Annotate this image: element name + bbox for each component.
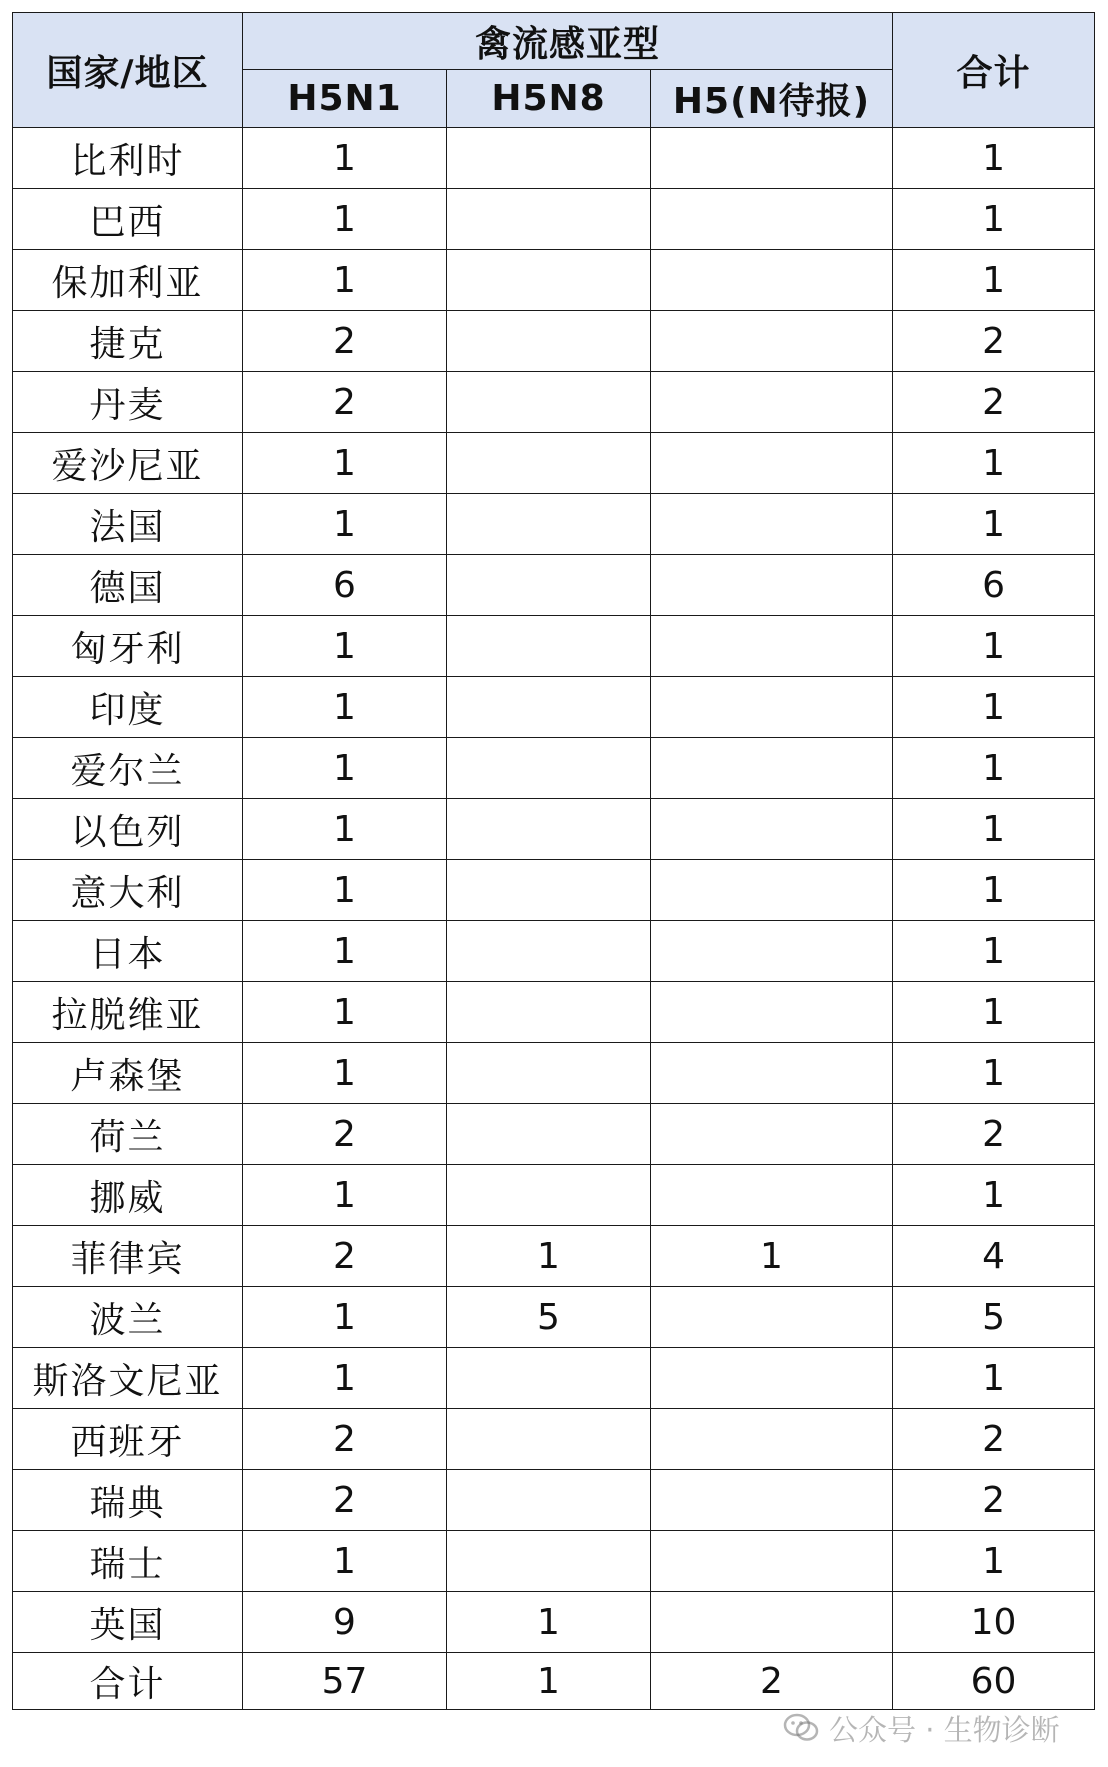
h5n1-cell: 1	[243, 189, 447, 250]
total-cell: 2	[893, 311, 1095, 372]
total-cell: 1	[893, 738, 1095, 799]
h5nx-cell	[651, 677, 893, 738]
total-cell: 1	[893, 128, 1095, 189]
table-row	[13, 921, 1095, 982]
h5n1-cell: 1	[243, 799, 447, 860]
h5n8-cell	[447, 616, 651, 677]
country-cell: 比利时	[13, 128, 243, 189]
total-cell: 1	[893, 616, 1095, 677]
header-country: 国家/地区	[13, 13, 243, 128]
h5n1-cell: 2	[243, 1470, 447, 1531]
h5n8-cell	[447, 738, 651, 799]
h5nx-cell	[651, 372, 893, 433]
country-cell: 拉脱维亚	[13, 982, 243, 1043]
table-row	[13, 1531, 1095, 1592]
h5nx-cell: 2	[651, 1653, 893, 1710]
h5n1-cell: 1	[243, 616, 447, 677]
table-row	[13, 128, 1095, 189]
country-cell: 德国	[13, 555, 243, 616]
h5n8-cell	[447, 250, 651, 311]
h5n8-cell	[447, 189, 651, 250]
h5n1-cell: 1	[243, 738, 447, 799]
h5n1-cell: 1	[243, 921, 447, 982]
h5nx-cell: 1	[651, 1226, 893, 1287]
table-row	[13, 1470, 1095, 1531]
country-cell: 爱沙尼亚	[13, 433, 243, 494]
wechat-icon	[783, 1713, 819, 1743]
table-body	[13, 128, 1095, 1710]
country-cell: 荷兰	[13, 1104, 243, 1165]
total-cell: 5	[893, 1287, 1095, 1348]
table-row	[13, 433, 1095, 494]
h5n1-cell: 1	[243, 677, 447, 738]
h5n8-cell	[447, 1470, 651, 1531]
total-cell: 1	[893, 1531, 1095, 1592]
table-row	[13, 1348, 1095, 1409]
country-cell: 日本	[13, 921, 243, 982]
h5nx-cell	[651, 1287, 893, 1348]
total-cell: 1	[893, 433, 1095, 494]
country-cell: 英国	[13, 1592, 243, 1653]
total-cell: 1	[893, 860, 1095, 921]
country-cell: 瑞典	[13, 1470, 243, 1531]
h5nx-cell	[651, 860, 893, 921]
h5n8-cell	[447, 494, 651, 555]
h5n8-cell	[447, 1104, 651, 1165]
h5n8-cell	[447, 921, 651, 982]
h5n8-cell: 5	[447, 1287, 651, 1348]
table-row	[13, 860, 1095, 921]
total-cell: 10	[893, 1592, 1095, 1653]
h5nx-cell	[651, 1104, 893, 1165]
total-cell: 2	[893, 1104, 1095, 1165]
table-row	[13, 189, 1095, 250]
h5nx-cell	[651, 1348, 893, 1409]
h5nx-cell	[651, 311, 893, 372]
watermark-text: 公众号 · 生物诊断	[829, 1712, 1060, 1747]
h5n1-cell: 1	[243, 433, 447, 494]
total-cell: 1	[893, 799, 1095, 860]
h5n8-cell	[447, 555, 651, 616]
country-cell: 捷克	[13, 311, 243, 372]
h5n1-cell: 2	[243, 372, 447, 433]
country-cell: 瑞士	[13, 1531, 243, 1592]
h5nx-cell	[651, 1165, 893, 1226]
h5n1-cell: 6	[243, 555, 447, 616]
country-cell: 菲律宾	[13, 1226, 243, 1287]
table-row	[13, 250, 1095, 311]
table-row	[13, 1409, 1095, 1470]
table-row	[13, 494, 1095, 555]
h5n1-cell: 1	[243, 1165, 447, 1226]
h5n1-cell: 57	[243, 1653, 447, 1710]
h5nx-cell	[651, 555, 893, 616]
total-cell: 1	[893, 921, 1095, 982]
watermark	[783, 1706, 1060, 1750]
h5nx-cell	[651, 982, 893, 1043]
table-row	[13, 1043, 1095, 1104]
table-row	[13, 372, 1095, 433]
table-row	[13, 616, 1095, 677]
country-cell: 以色列	[13, 799, 243, 860]
h5nx-cell	[651, 616, 893, 677]
country-cell: 保加利亚	[13, 250, 243, 311]
h5n8-cell	[447, 1348, 651, 1409]
h5n8-cell: 1	[447, 1226, 651, 1287]
h5nx-cell	[651, 250, 893, 311]
h5nx-cell	[651, 1470, 893, 1531]
h5nx-cell	[651, 921, 893, 982]
h5n8-cell	[447, 860, 651, 921]
h5n8-cell	[447, 128, 651, 189]
h5nx-cell	[651, 189, 893, 250]
h5n8-cell: 1	[447, 1653, 651, 1710]
country-cell: 波兰	[13, 1287, 243, 1348]
total-cell: 6	[893, 555, 1095, 616]
country-cell: 斯洛文尼亚	[13, 1348, 243, 1409]
h5n1-cell: 2	[243, 311, 447, 372]
avian-influenza-table	[12, 12, 1095, 1710]
h5nx-cell	[651, 738, 893, 799]
total-cell: 1	[893, 1043, 1095, 1104]
total-cell: 1	[893, 494, 1095, 555]
total-cell: 1	[893, 677, 1095, 738]
h5n8-cell	[447, 372, 651, 433]
country-cell: 法国	[13, 494, 243, 555]
h5nx-cell	[651, 1531, 893, 1592]
h5n1-cell: 1	[243, 250, 447, 311]
header-row-top	[13, 13, 1095, 70]
country-cell: 丹麦	[13, 372, 243, 433]
h5n8-cell	[447, 982, 651, 1043]
header-subtype-group: 禽流感亚型	[243, 13, 893, 70]
country-cell: 匈牙利	[13, 616, 243, 677]
country-cell: 意大利	[13, 860, 243, 921]
h5n1-cell: 1	[243, 128, 447, 189]
h5nx-cell	[651, 1043, 893, 1104]
h5n8-cell: 1	[447, 1592, 651, 1653]
total-cell: 2	[893, 372, 1095, 433]
table-row	[13, 311, 1095, 372]
h5nx-cell	[651, 1409, 893, 1470]
h5n8-cell	[447, 1043, 651, 1104]
h5n8-cell	[447, 677, 651, 738]
h5n1-cell: 1	[243, 1531, 447, 1592]
total-cell: 1	[893, 1348, 1095, 1409]
total-cell: 2	[893, 1409, 1095, 1470]
h5n1-cell: 1	[243, 982, 447, 1043]
total-cell: 1	[893, 250, 1095, 311]
country-cell: 挪威	[13, 1165, 243, 1226]
country-cell: 卢森堡	[13, 1043, 243, 1104]
total-cell: 1	[893, 189, 1095, 250]
data-table-container	[12, 12, 1094, 1710]
country-cell: 合计	[13, 1653, 243, 1710]
h5n1-cell: 1	[243, 1287, 447, 1348]
table-row	[13, 799, 1095, 860]
total-cell: 4	[893, 1226, 1095, 1287]
header-h5n1: H5N1	[243, 70, 447, 128]
total-cell: 1	[893, 982, 1095, 1043]
header-h5nx: H5(N待报)	[651, 70, 893, 128]
h5n8-cell	[447, 1165, 651, 1226]
table-row	[13, 1287, 1095, 1348]
h5nx-cell	[651, 494, 893, 555]
h5n1-cell: 1	[243, 1043, 447, 1104]
table-header	[13, 13, 1095, 128]
table-row	[13, 1592, 1095, 1653]
country-cell: 印度	[13, 677, 243, 738]
country-cell: 爱尔兰	[13, 738, 243, 799]
h5n1-cell: 2	[243, 1104, 447, 1165]
header-h5n8: H5N8	[447, 70, 651, 128]
h5n8-cell	[447, 799, 651, 860]
h5n8-cell	[447, 1409, 651, 1470]
table-row	[13, 1104, 1095, 1165]
country-cell: 巴西	[13, 189, 243, 250]
h5n1-cell: 1	[243, 860, 447, 921]
table-row	[13, 982, 1095, 1043]
h5n1-cell: 1	[243, 1348, 447, 1409]
h5n1-cell: 2	[243, 1409, 447, 1470]
table-row	[13, 555, 1095, 616]
h5n8-cell	[447, 311, 651, 372]
total-cell: 2	[893, 1470, 1095, 1531]
header-total: 合计	[893, 13, 1095, 128]
h5nx-cell	[651, 1592, 893, 1653]
h5n1-cell: 2	[243, 1226, 447, 1287]
h5nx-cell	[651, 799, 893, 860]
country-cell: 西班牙	[13, 1409, 243, 1470]
total-cell: 60	[893, 1653, 1095, 1710]
table-row	[13, 738, 1095, 799]
h5n1-cell: 1	[243, 494, 447, 555]
table-row	[13, 1165, 1095, 1226]
h5n8-cell	[447, 433, 651, 494]
h5n8-cell	[447, 1531, 651, 1592]
h5n1-cell: 9	[243, 1592, 447, 1653]
h5nx-cell	[651, 128, 893, 189]
table-row	[13, 1226, 1095, 1287]
total-cell: 1	[893, 1165, 1095, 1226]
total-row	[13, 1653, 1095, 1710]
h5nx-cell	[651, 433, 893, 494]
table-row	[13, 677, 1095, 738]
